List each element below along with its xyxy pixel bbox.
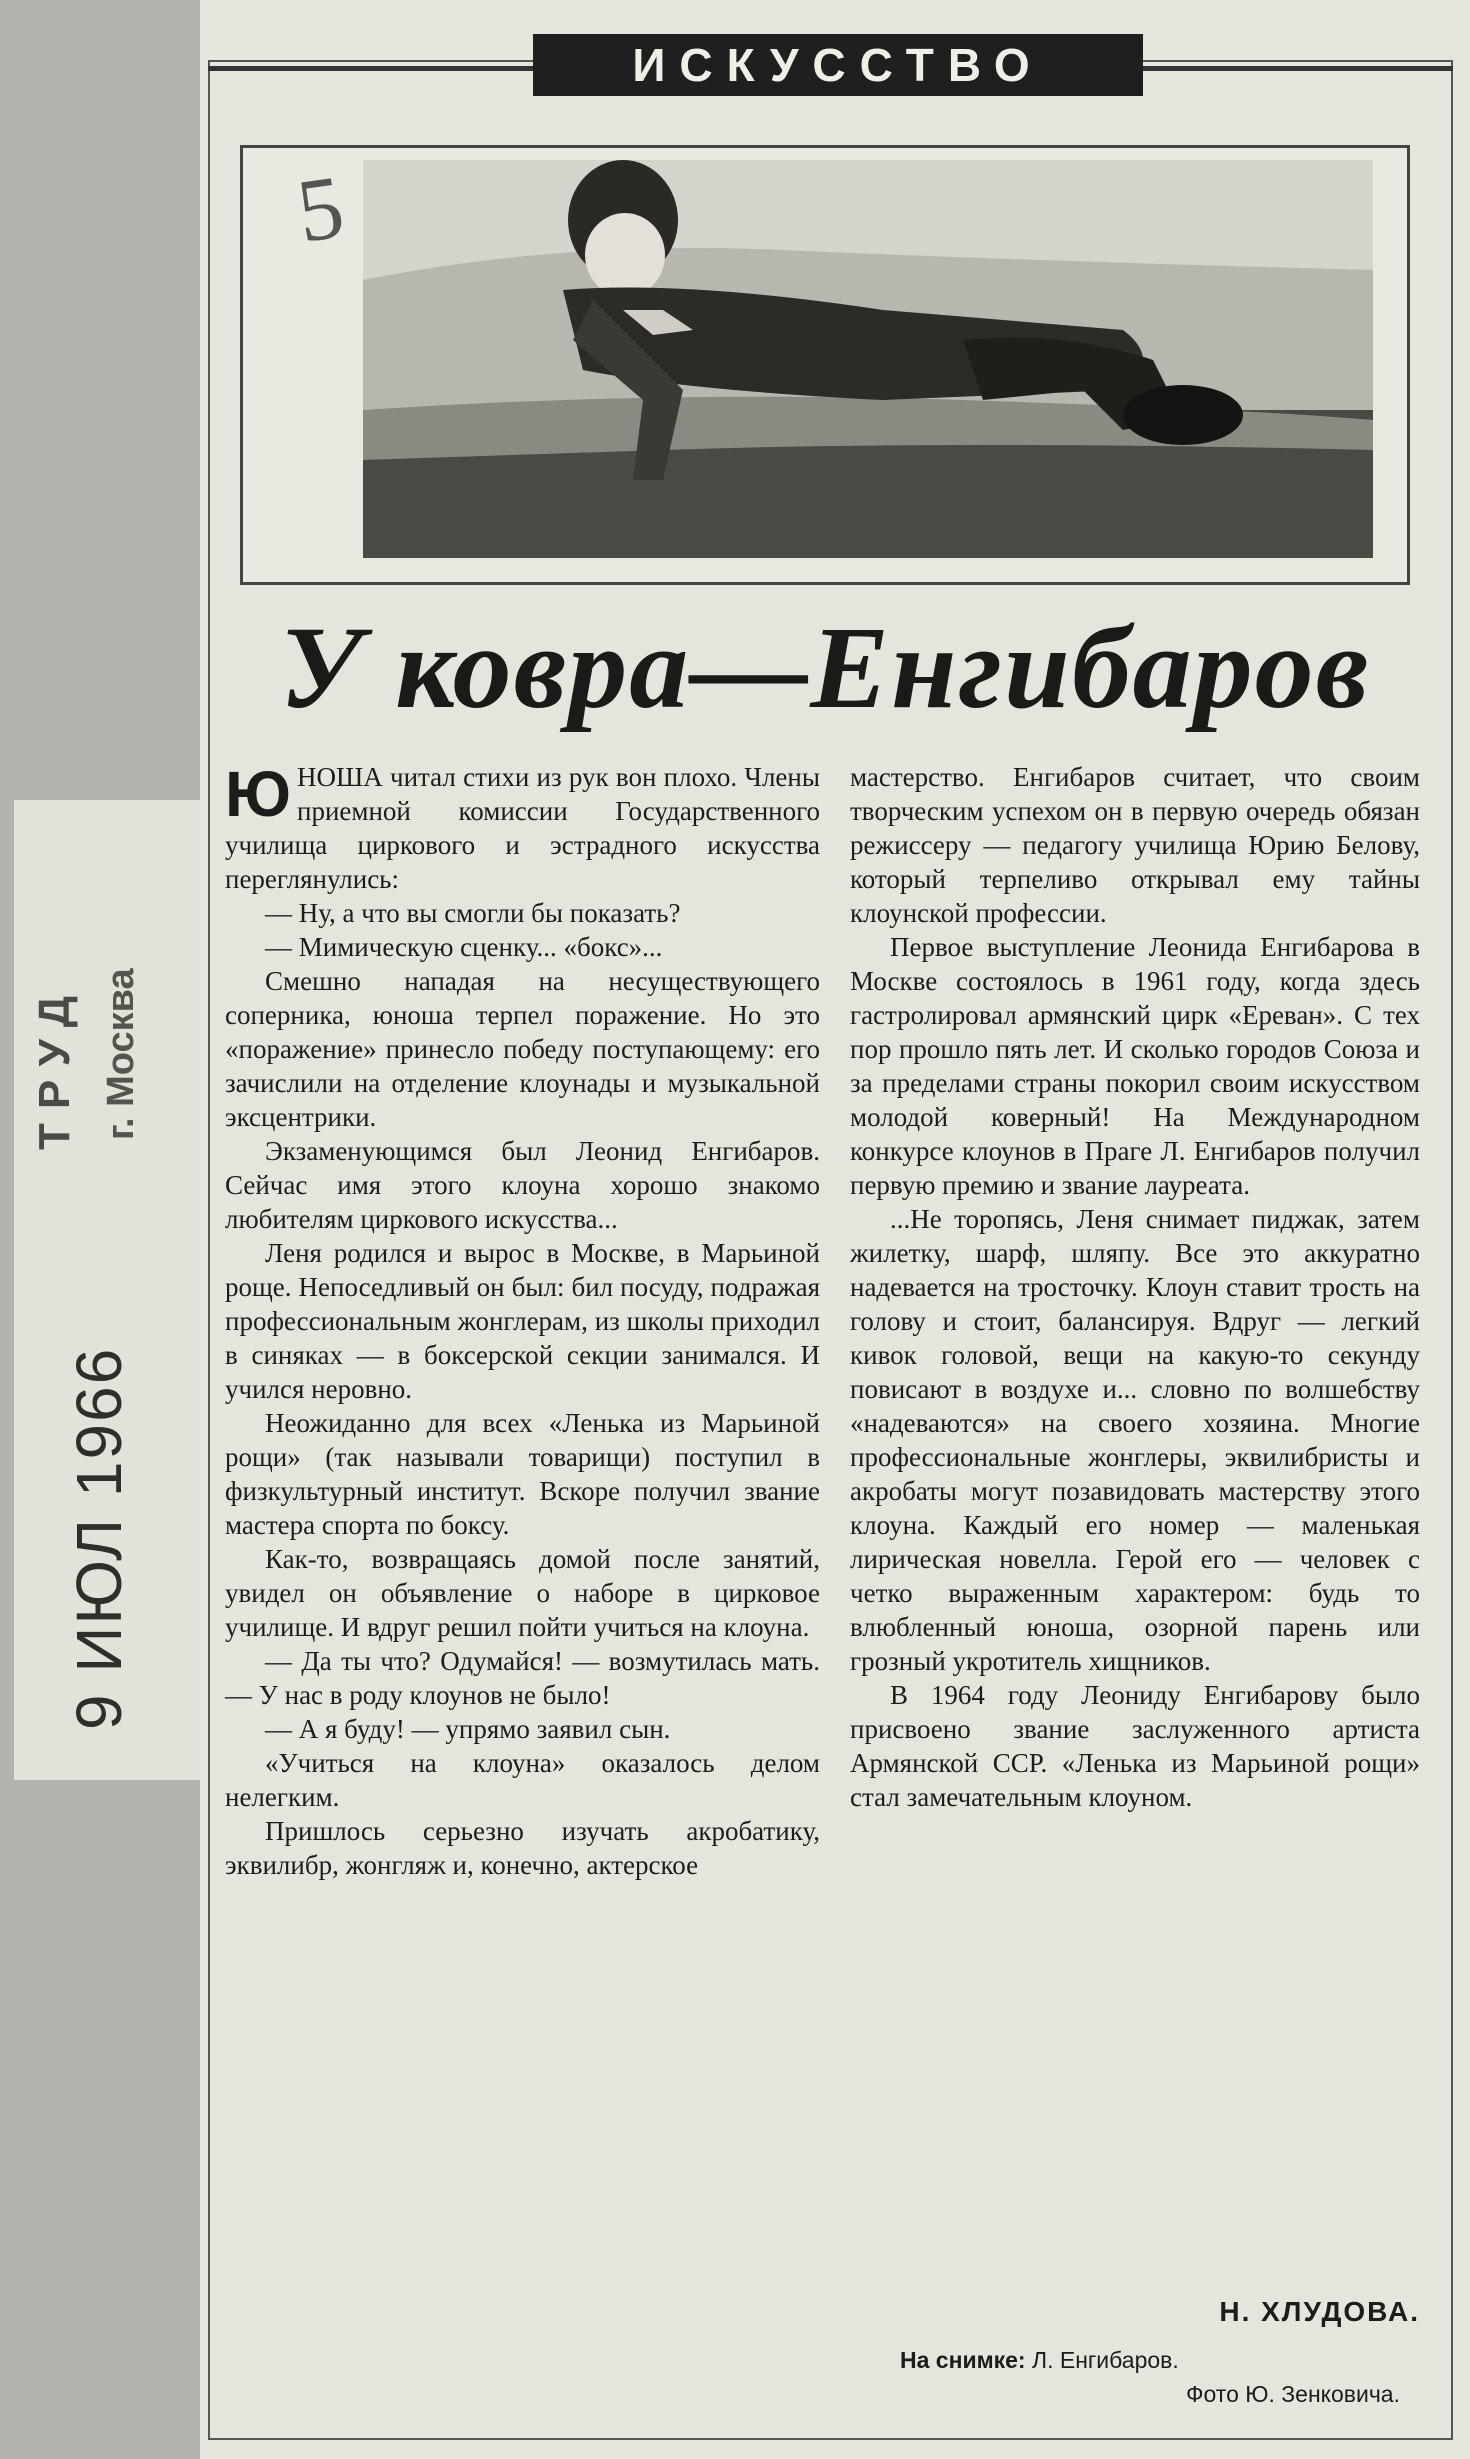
article-paragraph: Экзаменующимся был Леонид Енгибаров. Сейчас имя этого клоуна хорошо знакомо любителям циркового искусства... (225, 1136, 820, 1234)
photo-credit: Фото Ю. Зенковича. (1186, 2381, 1400, 2407)
article-paragraph: Первое выступление Леонида Енгибарова в Москве состоялось в 1961 году, когда здесь гастролировал армянский цирк «Ереван». С тех пор прошло пять лет. И сколько городов Союза и за пределами страны покорил своим искусством молодой коверный! На Международном конкурсе клоунов в Праге Л. Енгибаров получил первую премию и звание лауреата. (850, 932, 1420, 1200)
article-headline: У ковра—Енгибаров (279, 602, 1371, 733)
article-paragraph: Леня родился и вырос в Москве, в Марьиной роще. Непоседливый он был: бил посуду, подражая профессиональным жонглерам, из школы приходил в синяках — в боксерской секции занимался. И учился неровно. (225, 1238, 820, 1404)
photo-caption (900, 2343, 1420, 2411)
article-column-2 (850, 760, 1420, 1814)
article-paragraph: Неожиданно для всех «Ленька из Марьиной рощи» (так называли товарищи) поступил в физкультурный институт. Вскоре получил звание мастера спорта по боксу. (225, 1408, 820, 1540)
newspaper-clipping (200, 0, 1470, 2459)
article-paragraph: — Мимическую сценку... «бокс»... (265, 932, 663, 962)
article-paragraph: — А я буду! — упрямо заявил сын. (265, 1714, 671, 1744)
section-rubric: ИСКУССТВО (533, 34, 1143, 96)
article-paragraph: ...Не торопясь, Леня снимает пиджак, затем жилетку, шарф, шляпу. Все это аккуратно надевается на тросточку. Клоун ставит трость на голову и стоит, балансируя. Вдруг — легкий кивок головой, вещи на какую-то секунду повисают в воздухе и... словно по волшебству «надеваются» на своего хозяина. Многие профессиональные жонглеры, эквилибристы и акробаты могут позавидовать мастерству этого клоуна. Каждый его номер — маленькая лирическая новелла. Герой его — человек с четко выраженным характером: будь то влюбленный юноша, озорной парень или грозный укротитель хищников. (850, 1204, 1420, 1676)
clown-photo (363, 160, 1373, 558)
article-column-1 (225, 760, 820, 1882)
stamp-publication: ТРУД (30, 981, 79, 1150)
stamp-city: г. Москва (100, 968, 142, 1140)
caption-label: На снимке: (900, 2347, 1026, 2373)
stamp-date: 9 ИЮЛ 1966 (63, 1346, 135, 1730)
article-paragraph: «Учиться на клоуна» оказалось делом нелегким. (225, 1748, 820, 1812)
author-signature: Н. ХЛУДОВА. (1219, 2296, 1420, 2327)
article-paragraph: Пришлось серьезно изучать акробатику, эквилибр, жонгляж и, конечно, актерское (225, 1816, 820, 1880)
article-paragraph: Как-то, возвращаясь домой после занятий, увидел он объявление о наборе в цирковое училище. И вдруг решил пойти учиться на клоуна. (225, 1544, 820, 1642)
article-paragraph: Смешно нападая на несуществующего соперника, юноша терпел поражение. Но это «поражение» принесло победу поступающему: его зачислили на отделение клоунады и музыкальной эксцентрики. (225, 966, 820, 1132)
clown-photo-drawing (363, 160, 1373, 558)
pencil-mark: 5 (291, 157, 350, 262)
caption-text: Л. Енгибаров. (1031, 2347, 1179, 2373)
archive-stamp (14, 800, 200, 1780)
drop-cap: Ю (225, 758, 291, 830)
article-paragraph: — Да ты что? Одумайся! — возмутилась мать.— У нас в роду клоунов не было! (225, 1646, 820, 1710)
article-paragraph: — Ну, а что вы смогли бы показать? (265, 898, 681, 928)
article-paragraph: В 1964 году Леониду Енгибарову было присвоено звание заслуженного артиста Армянской ССР. «Ленька из Марьиной рощи» стал замечательным клоуном. (850, 1680, 1420, 1812)
photo-frame (240, 145, 1410, 585)
article-paragraph: ЮНОША читал стихи из рук вон плохо. Члены приемной комиссии Государственного училища циркового и эстрадного искусства переглянулись: (225, 758, 820, 894)
article-paragraph: мастерство. Енгибаров считает, что своим творческим успехом он в первую очередь обязан режиссеру — педагогу училища Юрию Белову, который терпеливо открывал ему тайны клоунской профессии. (850, 762, 1420, 928)
